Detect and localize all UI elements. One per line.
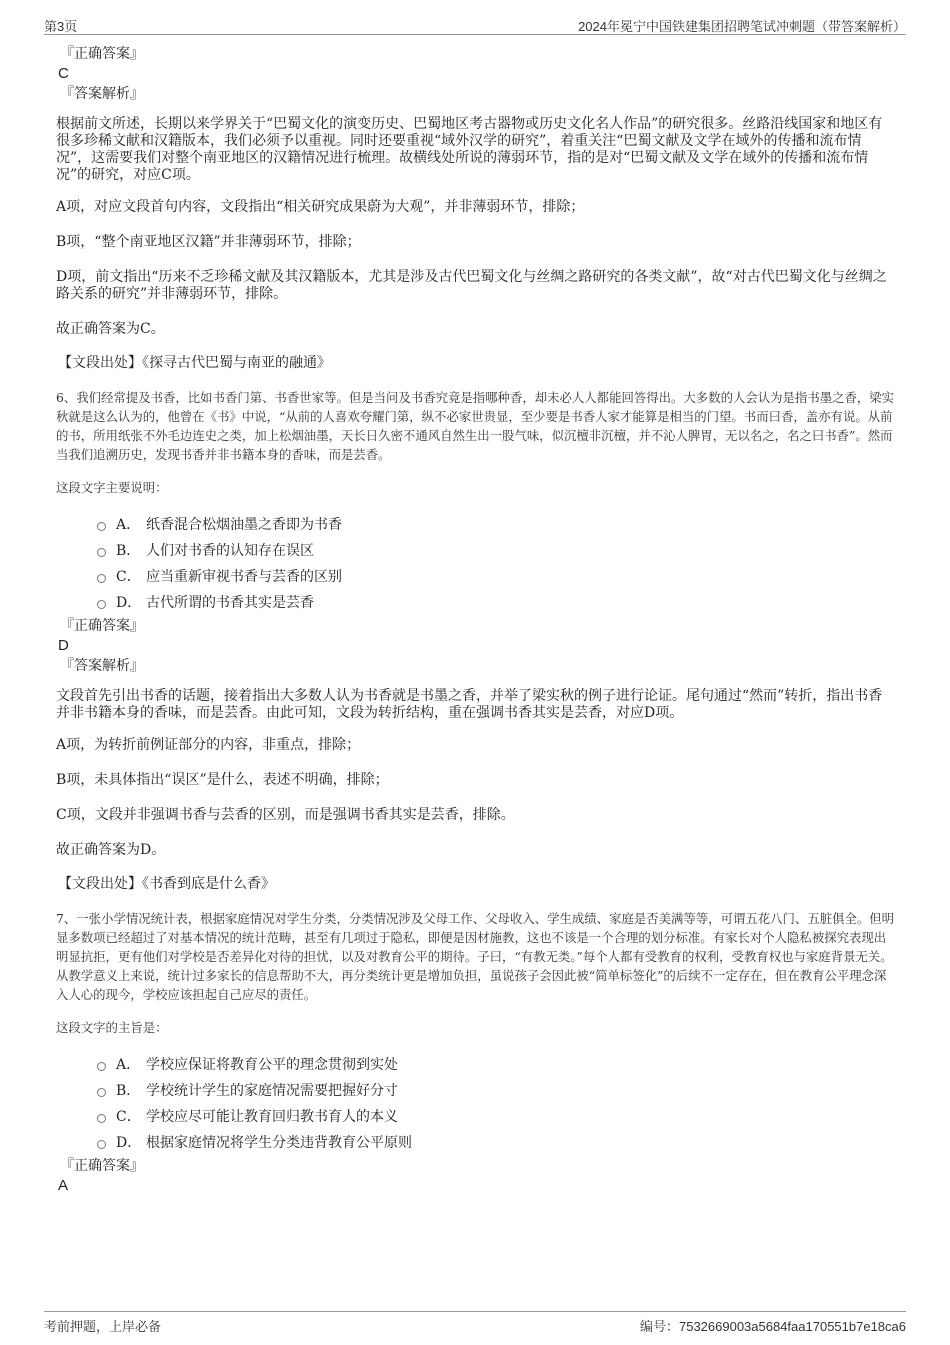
radio-icon[interactable] [97, 1140, 106, 1149]
option-d[interactable]: D． 古代所谓的书香其实是芸香 [56, 590, 896, 616]
analysis-paragraph: A项，对应文段首句内容，文段指出“相关研究成果蔚为大观”，并非薄弱环节，排除； [56, 199, 585, 215]
analysis-paragraph: 故正确答案为C。 [56, 321, 165, 337]
analysis-paragraph: 故正确答案为D。 [56, 842, 166, 858]
document-title: 2024年冕宁中国铁建集团招聘笔试冲刺题（带答案解析） [578, 19, 906, 34]
analysis-paragraph: 根据前文所述，长期以来学界关于“巴蜀文化的演变历史、巴蜀地区考古器物或历史文化名人作品”的研究很多。丝路沿线国家和地区有很多珍稀文献和汉籍版本，我们必须予以重视。同时还要重视“域外汉学的研究”，着重关注“巴蜀文献及文学在域外的传播和流布情况”，这需要我们对整个南亚地区的汉籍情况进行梳理。故横线处所说的薄弱环节，指的是对“巴蜀文献及文学在域外的传播和流布情况”的研究，对应C项。 [56, 116, 883, 183]
option-b[interactable]: B． 学校统计学生的家庭情况需要把握好分寸 [56, 1078, 896, 1104]
option-b[interactable]: B． 人们对书香的认知存在误区 [56, 538, 896, 564]
analysis-paragraph: D项，前文指出“历来不乏珍稀文献及其汉籍版本，尤其是涉及古代巴蜀文化与丝绸之路研究的各类文献”，故“对古代巴蜀文化与丝绸之路关系的研究”并非薄弱环节，排除。 [56, 269, 887, 302]
option-a[interactable]: A． 纸香混合松烟油墨之香即为书香 [56, 512, 896, 538]
analysis-paragraph: B项，“整个南亚地区汉籍”并非薄弱环节，排除； [56, 234, 361, 250]
radio-icon[interactable] [97, 1062, 106, 1071]
analysis-paragraph: B项，未具体指出“误区”是什么，表述不明确，排除； [56, 772, 389, 788]
source-citation: 【文段出处】《探寻古代巴蜀与南亚的融通》 [58, 355, 331, 371]
question-text: 7、一张小学情况统计表，根据家庭情况对学生分类，分类情况涉及父母工作、父母收入、学生成绩、家庭是否美满等等，可谓五花八门、五脏俱全。但明显多数项已经超过了对基本情况的统计范畴，甚至有几项过于隐私，即便是因材施教，这也不该是一个合理的划分标准。有家长对个人隐私被探究表现出明显抗拒，更有他们对学校是否差异化对待的担忧，以及对教育公平的期待。子曰，“有教无类。”每个人都有受教育的权利，受教育权也与家庭背景无关。从教学意义上来说，统计过多家长的信息帮助不大，再分类统计更是增加负担，虽说孩子会因此被“简单标签化”的后续不一定存在，但在教育公平理念深入人心的现今，学校应该担起自己应尽的责任。 [56, 911, 895, 1002]
correct-answer-label: 『正确答案』 [60, 618, 144, 634]
page-footer [44, 1311, 906, 1336]
correct-answer-value: C [58, 65, 69, 82]
correct-answer-value: D [58, 637, 69, 654]
q6-answer-block [56, 616, 896, 676]
analysis-paragraph: A项，为转折前例证部分的内容，非重点，排除； [56, 737, 361, 753]
correct-answer-label: 『正确答案』 [60, 46, 144, 62]
q7-answer-block [56, 1156, 896, 1196]
analysis-paragraph: 文段首先引出书香的话题，接着指出大多数人认为书香就是书墨之香，并举了梁实秋的例子进行论证。尾句通过“然而”转折，指出书香并非书籍本身的香味，而是芸香。由此可知，文段为转折结构，重在强调书香其实是芸香，对应D项。 [56, 688, 883, 721]
radio-icon[interactable] [97, 600, 106, 609]
footer-slogan: 考前押题，上岸必备 [44, 1319, 162, 1334]
option-c[interactable]: C． 应当重新审视书香与芸香的区别 [56, 564, 896, 590]
analysis-label: 『答案解析』 [60, 86, 144, 102]
document-id: 编号：7532669003a5684faa170551b7e18ca6 [639, 1319, 906, 1334]
correct-answer-value: A [58, 1177, 69, 1194]
radio-icon[interactable] [97, 1088, 106, 1097]
question-prompt: 这段文字的主旨是： [56, 1020, 168, 1035]
question-text: 6、我们经常提及书香，比如书香门第、书香世家等。但是当问及书香究竟是指哪种香，却未必人人都能回答得出。大多数的人会认为是指书墨之香，梁实秋就是这么认为的，他曾在《书》中说，“从前的人喜欢夸耀门第，纵不必家世贵显，至少要是书香人家才能算是相当的门望。书而曰香，盖亦有说。从前的书，所用纸张不外毛边连史之类，加上松烟油墨，天长日久密不通风自然生出一股气味，似沉檀非沉檀，并不沁人脾胃，无以名之，名之曰书香”。然而当我们追溯历史，发现书香并非书籍本身的香味，而是芸香。 [56, 390, 895, 462]
question-prompt: 这段文字主要说明： [56, 480, 168, 495]
document-body [56, 44, 896, 1196]
analysis-paragraph: C项，文段并非强调书香与芸香的区别，而是强调书香其实是芸香，排除。 [56, 807, 515, 823]
option-list [56, 512, 896, 616]
radio-icon[interactable] [97, 574, 106, 583]
option-a[interactable]: A． 学校应保证将教育公平的理念贯彻到实处 [56, 1052, 896, 1078]
analysis-label: 『答案解析』 [60, 658, 144, 674]
radio-icon[interactable] [97, 548, 106, 557]
radio-icon[interactable] [97, 522, 106, 531]
radio-icon[interactable] [97, 1114, 106, 1123]
correct-answer-label: 『正确答案』 [60, 1158, 144, 1174]
page-header [44, 14, 906, 35]
option-c[interactable]: C． 学校应尽可能让教育回归教书育人的本义 [56, 1104, 896, 1130]
source-citation: 【文段出处】《书香到底是什么香》 [58, 876, 275, 892]
option-list [56, 1052, 896, 1156]
q5-answer-block [56, 44, 896, 104]
option-d[interactable]: D． 根据家庭情况将学生分类违背教育公平原则 [56, 1130, 896, 1156]
page-number: 第3页 [44, 19, 78, 34]
